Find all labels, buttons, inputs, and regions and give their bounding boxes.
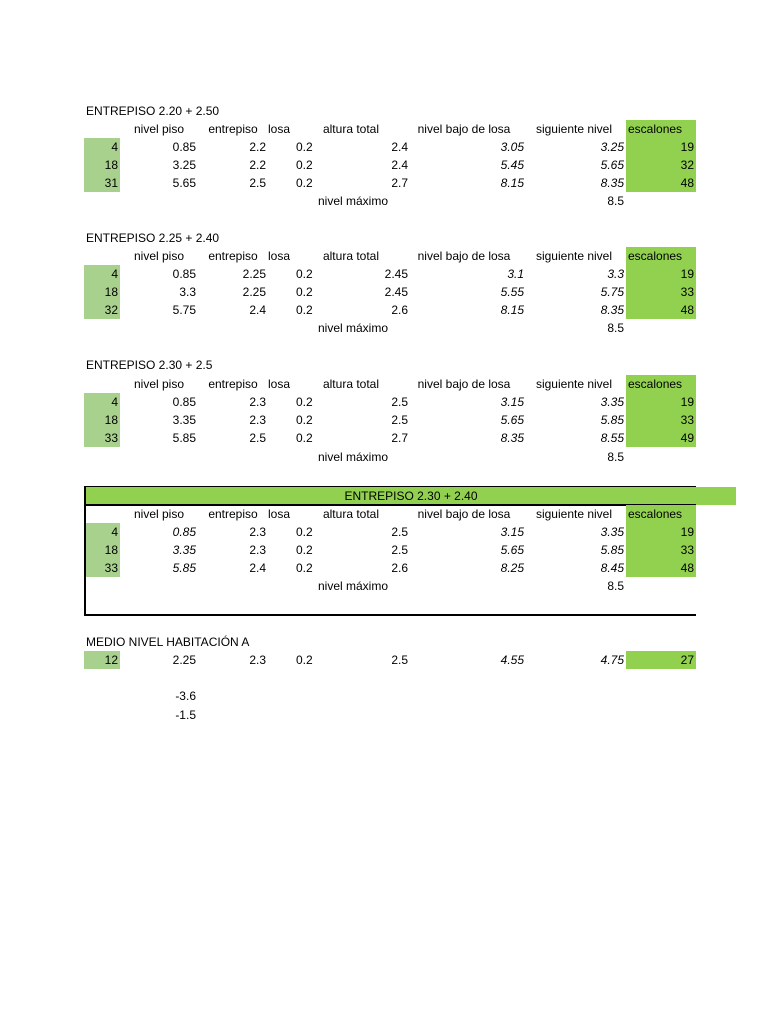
cell: 33: [86, 559, 120, 577]
cell: 19: [626, 523, 696, 541]
header-escalones: escalones: [626, 375, 696, 393]
cell: 2.7: [391, 431, 408, 445]
cell: 19: [626, 265, 696, 283]
cell: 2.2: [249, 140, 266, 154]
cell: 3.35: [172, 413, 196, 427]
cell: 19: [626, 138, 696, 156]
cell: 5.65: [500, 543, 524, 557]
cell: 2.5: [391, 653, 408, 667]
nivel-maximo-value: 8.5: [607, 194, 624, 208]
header-nivel-piso: nivel piso: [133, 249, 185, 263]
cell: 0.2: [296, 285, 313, 299]
cell: 18: [84, 283, 120, 301]
header-altura-total: altura total: [322, 507, 380, 521]
cell: 0.2: [296, 653, 313, 667]
nivel-maximo-label: nivel máximo: [318, 450, 389, 464]
cell: 0.2: [296, 303, 313, 317]
header-losa: losa: [268, 377, 291, 391]
cell: 2.25: [242, 285, 266, 299]
header-losa: losa: [268, 122, 291, 136]
cell: 2.2: [249, 158, 266, 172]
section-title-3: ENTREPISO 2.30 + 2.5: [86, 358, 213, 372]
cell: 0.2: [296, 176, 313, 190]
header-losa: losa: [268, 507, 291, 521]
cell: 2.25: [242, 267, 266, 281]
cell: 0.85: [172, 267, 196, 281]
cell: 2.3: [249, 525, 266, 539]
cell: 8.45: [600, 561, 624, 575]
cell: 5.65: [500, 413, 524, 427]
header-nivel-bajo-losa: nivel bajo de losa: [417, 377, 511, 391]
cell: 2.7: [391, 176, 408, 190]
cell: 5.75: [600, 285, 624, 299]
cell: 32: [626, 156, 696, 174]
cell: 5.65: [172, 176, 196, 190]
cell: 48: [626, 174, 696, 192]
cell: 33: [84, 429, 120, 447]
cell: 0.2: [296, 413, 313, 427]
header-entrepiso: entrepiso: [208, 249, 258, 263]
cell: 0.2: [296, 561, 313, 575]
cell: 3.15: [500, 395, 524, 409]
cell: 3.1: [507, 267, 524, 281]
nivel-maximo-value: 8.5: [607, 450, 624, 464]
extra-value: -1.5: [175, 708, 196, 722]
header-nivel-piso: nivel piso: [133, 507, 185, 521]
cell: 2.5: [249, 176, 266, 190]
cell: 48: [626, 301, 696, 319]
cell: 3.05: [500, 140, 524, 154]
cell: 33: [626, 411, 696, 429]
cell: 8.15: [500, 176, 524, 190]
cell: 33: [626, 541, 696, 559]
cell: 2.45: [384, 285, 408, 299]
cell: 4.75: [600, 653, 624, 667]
cell: 18: [84, 411, 120, 429]
cell: 4: [84, 138, 120, 156]
header-siguiente-nivel: siguiente nivel: [535, 507, 613, 521]
cell: 3.35: [600, 395, 624, 409]
header-entrepiso: entrepiso: [208, 377, 258, 391]
nivel-maximo-label: nivel máximo: [318, 194, 389, 208]
cell: 8.55: [600, 431, 624, 445]
cell: 5.65: [600, 158, 624, 172]
cell: 2.5: [391, 525, 408, 539]
cell: 8.35: [500, 431, 524, 445]
header-siguiente-nivel: siguiente nivel: [535, 377, 613, 391]
cell: 2.3: [249, 395, 266, 409]
cell: 2.5: [391, 395, 408, 409]
header-nivel-piso: nivel piso: [133, 122, 185, 136]
cell: 2.5: [391, 543, 408, 557]
nivel-maximo-value: 8.5: [607, 321, 624, 335]
cell: 2.5: [249, 431, 266, 445]
cell: 18: [86, 541, 120, 559]
cell: 49: [626, 429, 696, 447]
cell: 8.35: [600, 303, 624, 317]
cell: 2.4: [391, 158, 408, 172]
header-nivel-piso: nivel piso: [133, 377, 185, 391]
cell: 0.85: [172, 395, 196, 409]
cell: 2.4: [249, 561, 266, 575]
cell: 3.3: [179, 285, 196, 299]
cell: 5.45: [500, 158, 524, 172]
cell: 2.4: [391, 140, 408, 154]
cell: 8.25: [500, 561, 524, 575]
cell: 5.85: [172, 431, 196, 445]
cell: 8.35: [600, 176, 624, 190]
cell: 2.4: [249, 303, 266, 317]
header-escalones: escalones: [626, 505, 696, 523]
cell: 2.3: [249, 413, 266, 427]
cell: 18: [84, 156, 120, 174]
nivel-maximo-value: 8.5: [607, 579, 624, 593]
cell: 48: [626, 559, 696, 577]
cell: 0.2: [296, 395, 313, 409]
header-entrepiso: entrepiso: [208, 507, 258, 521]
cell: 3.3: [607, 267, 624, 281]
cell: 0.2: [296, 140, 313, 154]
cell: 4.55: [500, 653, 524, 667]
header-escalones: escalones: [626, 120, 696, 138]
header-altura-total: altura total: [322, 249, 380, 263]
cell: 4: [84, 393, 120, 411]
cell: 3.35: [600, 525, 624, 539]
header-entrepiso: entrepiso: [208, 122, 258, 136]
section-title-1: ENTREPISO 2.20 + 2.50: [86, 104, 220, 118]
section-title-2: ENTREPISO 2.25 + 2.40: [86, 231, 220, 245]
header-altura-total: altura total: [322, 122, 380, 136]
extra-value: -3.6: [175, 689, 196, 703]
header-siguiente-nivel: siguiente nivel: [535, 249, 613, 263]
cell: 4: [84, 265, 120, 283]
cell: 0.85: [172, 140, 196, 154]
cell: 5.85: [600, 413, 624, 427]
cell: 27: [626, 651, 696, 669]
cell: 32: [84, 301, 120, 319]
cell: 0.2: [296, 543, 313, 557]
cell: 2.3: [249, 653, 266, 667]
cell: 3.15: [500, 525, 524, 539]
cell: 2.3: [249, 543, 266, 557]
header-escalones: escalones: [626, 247, 696, 265]
cell: 2.25: [172, 653, 196, 667]
cell: 33: [626, 283, 696, 301]
header-nivel-bajo-losa: nivel bajo de losa: [417, 249, 511, 263]
cell: 4: [86, 523, 120, 541]
cell: 0.2: [296, 431, 313, 445]
cell: 2.6: [391, 303, 408, 317]
cell: 0.2: [296, 525, 313, 539]
header-nivel-bajo-losa: nivel bajo de losa: [417, 122, 511, 136]
header-nivel-bajo-losa: nivel bajo de losa: [417, 507, 511, 521]
cell: 2.45: [384, 267, 408, 281]
cell: 5.85: [172, 561, 196, 575]
cell: 0.2: [296, 267, 313, 281]
nivel-maximo-label: nivel máximo: [318, 321, 389, 335]
cell: 3.35: [172, 543, 196, 557]
cell: 0.85: [172, 525, 196, 539]
header-siguiente-nivel: siguiente nivel: [535, 122, 613, 136]
cell: 5.75: [172, 303, 196, 317]
cell: 2.6: [391, 561, 408, 575]
cell: 0.2: [296, 158, 313, 172]
cell: 3.25: [172, 158, 196, 172]
nivel-maximo-label: nivel máximo: [318, 579, 389, 593]
section-title-4: ENTREPISO 2.30 + 2.40: [86, 487, 736, 505]
cell: 2.5: [391, 413, 408, 427]
header-altura-total: altura total: [322, 377, 380, 391]
cell: 5.85: [600, 543, 624, 557]
cell: 8.15: [500, 303, 524, 317]
cell: 5.55: [500, 285, 524, 299]
cell: 3.25: [600, 140, 624, 154]
cell: 19: [626, 393, 696, 411]
medio-nivel-title: MEDIO NIVEL HABITACIÓN A: [86, 635, 250, 649]
cell: 12: [84, 651, 120, 669]
header-losa: losa: [268, 249, 291, 263]
cell: 31: [84, 174, 120, 192]
